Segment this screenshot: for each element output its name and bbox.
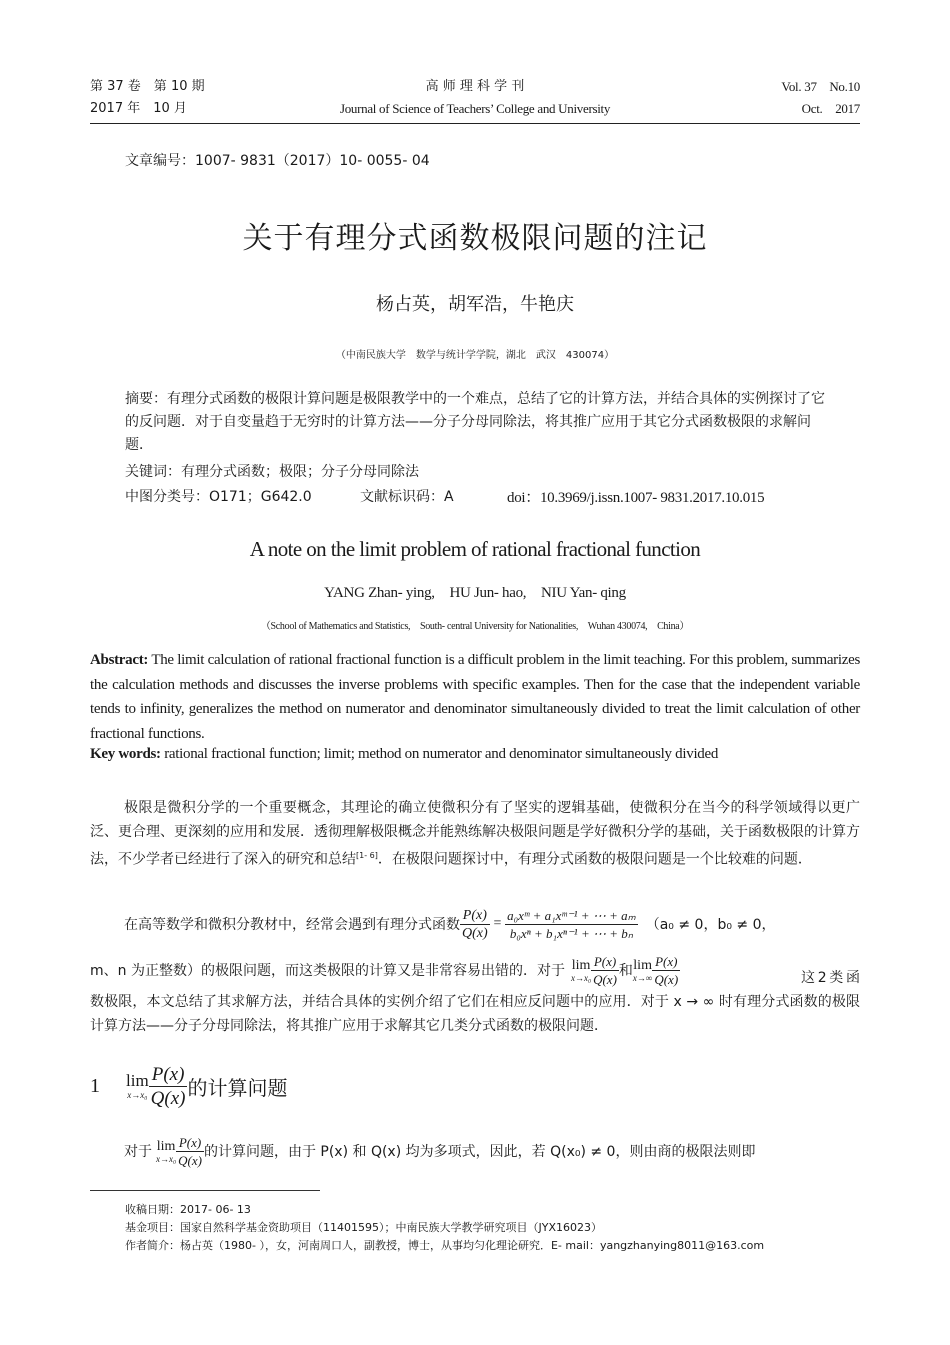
abstract-cn: 摘要：有理分式函数的极限计算问题是极限教学中的一个难点，总结了它的计算方法，并结合具体的实例探讨了它的反问题．对于自变量趋于无穷时的计算方法——分子分母同除法，将其推广应用于其它分式函数极限的求解问题． bbox=[125, 391, 825, 453]
article-number: 文章编号：1007- 9831（2017）10- 0055- 04 bbox=[125, 153, 430, 169]
body-paragraph-2-rest: 这2类函数极限，本文总结了其求解方法，并结合具体的实例介绍了它们在相应反问题中的应用．对于 x → ∞ 时有理分式函数的极限计算方法——分子分母同除法，将其推广应用于求解其它几类分式函数的极限问题． bbox=[90, 970, 860, 1034]
p1-text-b: ．在极限问题探讨中，有理分式函数的极限问题是一个比较难的问题． bbox=[377, 851, 812, 868]
keywords-en-label: Key words: bbox=[90, 746, 161, 762]
limit-fraction bbox=[176, 1134, 204, 1169]
fraction-numerator: P(x) bbox=[460, 907, 490, 925]
p2-text-b: （a₀ ≠ 0，b₀ ≠ 0， bbox=[645, 917, 776, 933]
section-1-heading bbox=[90, 1058, 287, 1114]
rational-function-fraction bbox=[460, 907, 490, 942]
fraction-numerator: P(x) bbox=[652, 953, 680, 971]
journal-date: 2017 年 10 月 bbox=[90, 101, 187, 116]
p1-text-a: 极限是微积分学的一个重要概念，其理论的确立使微积分有了坚实的逻辑基础，使微积分在当今的科学领域得以更广泛、更合理、更深刻的应用和发展．透彻理解极限概念并能熟练解决极限问题是学好微积分学的基础，关于函数极限的计算方法，不少学者已经进行了深入的研究和总结 bbox=[90, 800, 860, 868]
lim-word: lim bbox=[156, 1138, 176, 1154]
lim-word: lim bbox=[126, 1071, 149, 1090]
abstract-en-text: The limit calculation of rational fractional function is a difficult problem in the limit teaching. For this problem, summarizes the calculation methods and discusses the inverse problems with specific examples. Then for the case that the independent variable tends to infinity, generalizes the method on numerator and denominator simultaneously divided to treat the limit calculation of other fractional functions. bbox=[90, 652, 860, 742]
lim-subscript: x→x₀ bbox=[570, 972, 592, 983]
journal-volume: 第 37 卷 第 10 期 bbox=[90, 79, 205, 94]
p2-text-d: 和 bbox=[618, 963, 633, 979]
abstract-en bbox=[90, 648, 860, 746]
p2-text-c: m、n 为正整数）的极限问题，而这类极限的计算又是非常容易出错的．对于 bbox=[90, 963, 565, 979]
polynomial-numerator: a₀xᵐ + a₁xᵐ⁻¹ + ⋯ + aₘ bbox=[507, 907, 636, 923]
footnote-rule bbox=[90, 1190, 320, 1191]
journal-date-en: Oct. 2017 bbox=[801, 101, 860, 116]
classification-cn: 中图分类号：O171；G642.0 bbox=[125, 489, 312, 505]
fraction-numerator: P(x) bbox=[149, 1063, 188, 1087]
section-title: 的计算问题 bbox=[187, 1075, 288, 1100]
title-en: A note on the limit problem of rational fractional function bbox=[249, 537, 701, 561]
keywords-cn: 关键词：有理分式函数；极限；分子分母同除法 bbox=[125, 464, 419, 480]
fraction-denominator: Q(x) bbox=[462, 925, 488, 941]
section-limit bbox=[126, 1072, 149, 1100]
document-code: 文献标识码：A bbox=[360, 489, 454, 505]
section-fraction bbox=[149, 1063, 188, 1110]
citation-ref: [1- 6] bbox=[356, 851, 378, 860]
doi: doi：10.3969/j.issn.1007- 9831.2017.10.015 bbox=[507, 490, 765, 506]
p3-text-b: 的计算问题，由于 P(x) 和 Q(x) 均为多项式，因此，若 Q(x₀) ≠ 0，则由商的极限法则即 bbox=[203, 1144, 756, 1160]
abstract-en-label: Abstract: bbox=[90, 652, 149, 668]
body-paragraph-1 bbox=[90, 796, 860, 872]
fraction-denominator: Q(x) bbox=[178, 1152, 202, 1168]
keywords-en bbox=[90, 746, 860, 763]
journal-volume-en: Vol. 37 No.10 bbox=[781, 79, 860, 94]
body-paragraph-2-line1 bbox=[124, 902, 776, 946]
lim-word: lim bbox=[571, 957, 591, 973]
fraction-numerator: P(x) bbox=[591, 953, 619, 971]
p2-text-a: 在高等数学和微积分教材中，经常会遇到有理分式函数 bbox=[124, 917, 460, 933]
polynomial-denominator: b₀xⁿ + b₁xⁿ⁻¹ + ⋯ + bₙ bbox=[509, 925, 633, 941]
page-title: 关于有理分式函数极限问题的注记 bbox=[242, 221, 708, 256]
footnote-fund: 基金项目：国家自然科学基金资助项目（11401595）；中南民族大学教学研究项目（JYX16023） bbox=[125, 1221, 602, 1234]
footnote-author: 作者简介：杨占英（1980- ），女，河南周口人，副教授，博士，从事均匀化理论研究．E- mail：yangzhanying8011@163.com bbox=[125, 1239, 765, 1252]
affiliation-en: （School of Mathematics and Statistics, South- central University for Nationalities, Wuhan 430074, China） bbox=[260, 621, 690, 632]
affiliation-cn: （中南民族大学 数学与统计学学院，湖北 武汉 430074） bbox=[335, 350, 615, 361]
equals-sign: = bbox=[492, 916, 503, 931]
limit-x0 bbox=[156, 1139, 176, 1164]
p3-text-a: 对于 bbox=[124, 1144, 152, 1160]
lim-subscript: x→x₀ bbox=[127, 1090, 148, 1100]
fraction-denominator: Q(x) bbox=[593, 971, 617, 987]
body-paragraph-3 bbox=[124, 1130, 755, 1172]
keywords-en-text: rational fractional function; limit; method on numerator and denominator simultaneously divided bbox=[164, 746, 719, 762]
polynomial-fraction bbox=[505, 907, 638, 942]
header-rule bbox=[90, 123, 860, 124]
lim-subscript: x→x₀ bbox=[156, 1153, 177, 1164]
journal-name-en: Journal of Science of Teachers’ College and University bbox=[339, 101, 611, 116]
lim-word: lim bbox=[633, 957, 652, 973]
lim-subscript: x→∞ bbox=[632, 972, 653, 983]
authors-cn: 杨占英，胡军浩，牛艳庆 bbox=[376, 294, 574, 315]
fraction-denominator: Q(x) bbox=[150, 1087, 186, 1109]
journal-name-cn: 高 师 理 科 学 刊 bbox=[425, 79, 525, 94]
fraction-numerator: P(x) bbox=[176, 1134, 204, 1152]
section-number: 1 bbox=[90, 1074, 100, 1097]
footnote-received: 收稿日期：2017- 06- 13 bbox=[125, 1203, 251, 1216]
fraction-denominator: Q(x) bbox=[654, 971, 679, 987]
authors-en: YANG Zhan- ying, HU Jun- hao, NIU Yan- qing bbox=[324, 585, 626, 601]
